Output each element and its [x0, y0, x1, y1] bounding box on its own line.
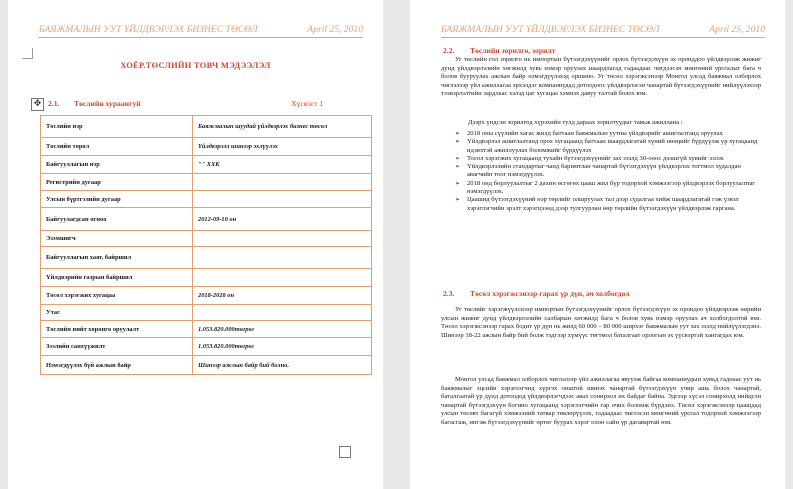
header-rule [441, 37, 765, 38]
row-value [193, 247, 372, 269]
row-label: Нэмэгдүүлэх бүй ажлын байр [41, 356, 193, 375]
document-page-left [8, 0, 383, 489]
row-value: Баяжмалын шуудай үйлдвэрлэх бизнес төсөл [193, 116, 372, 138]
table-row [41, 191, 372, 208]
list-item-text: Үйлдвэрлэлийн стандартыг чанд баримтлан чанартай бүтээгдэхүүн үйлдвэрлэх тогтмол худалдан авагчийн тоог нэмэгдүүлэх. [467, 163, 741, 179]
row-label: Улсын бүртгэлийн дугаар [41, 191, 193, 208]
arrow-bullet-icon: ➢ [455, 196, 461, 204]
list-item-text: Тосол хэрэгжих хугацаанд тухайн бүтээгдэхүүнийг зах зээлд 30-ооос дээшгүй хувийг эзлэх [467, 154, 724, 162]
objectives-list [455, 130, 761, 213]
section-number: 2.2. [443, 46, 455, 55]
table-row [41, 116, 372, 138]
row-label: Эзэмшигч [41, 231, 193, 247]
row-value [193, 174, 372, 191]
table-resize-handle[interactable] [339, 446, 351, 458]
table-row [41, 321, 372, 338]
list-item [455, 163, 761, 180]
table-row [41, 156, 372, 174]
list-item-text: Цаашид бүтээгдэхүүний нэр төрлийг олшруулах тал дээр судалгаа хийж шаардлагатай гэж үзвэл хэрэглэгчийн эрэлт хэрэгцээнд дээр тулгуурлан өөр төрлийн бүтээгдэхүүн үйлдвэрлэж гаргана. [467, 196, 739, 212]
row-label: Төслийн төрөл [41, 138, 193, 156]
project-summary-table [40, 115, 372, 375]
list-item-text: Үйлдвэрлэл ашиглалтанд орох хугацаанд баттаан шаардлагатай хүний нөөцийг бүрдүүлж ур хугацаанд идэвхтэй ажиллуулах боломжийг бүрдүүлэх [467, 138, 758, 154]
table-row [41, 247, 372, 269]
header-date: April 25, 2010 [307, 24, 363, 35]
table-row [41, 269, 372, 287]
row-value: 2012-09-10 он [193, 208, 372, 231]
arrow-bullet-icon: ➢ [455, 130, 461, 137]
row-value: 1.053.820.000төгрөг [193, 338, 372, 356]
arrow-bullet-icon: ➢ [455, 163, 461, 171]
row-label: Байгуулагдсан огноо [41, 208, 193, 231]
paragraph: Монгол улсад баяжмал олборлох чиглэлээр үйл ажиллагаа явуулж байгаа компаниудын хувьд гаднаас уут нь баяжмалыг эцсийн хэрэглэгчид хүргэх оншгой шинэх чанартай бүтээгдэхүүн учир ашь болох чанартай, баталгаатай үр дүнд дотоодод үйлдвэрлэгчдээс авах сонирхол их байдаг байна. Эдгээр хүсэл сонирхолд нийцсэн чанартай бүтээгдэхүүн богино хугацаанд хэрэглэгчийн гар очих боломж бүрдэнэ. Төсөл хэрэгжсэнээр цаашдад улсын төсөвт багагүй хэмжээний татвар төвлөрүүлэх, гадаадаас чиглэсэн мөнгөний урсгал тодорхой хэмжээгээр багасгаж, ингэж бүтээгдэхүүнийг өртөг буурах хэрэг олон сайн үр дагавартай юм. [441, 376, 761, 426]
row-value [193, 305, 372, 321]
table-move-handle-icon[interactable]: ✥ [31, 98, 44, 111]
row-label: Утас [41, 305, 193, 321]
row-label: Регистрийн дугаар [41, 174, 193, 191]
row-value [193, 191, 372, 208]
document-title: ХОЁР.ТӨСЛИЙН ТОВЧ МЭДЭЭЛЭЛ [120, 61, 271, 70]
paragraph: Дээрх үндсэн зорилгод хүрэхийн тулд дараах зорилтуудыг тавьж ажиллана : [468, 119, 683, 126]
arrow-bullet-icon: ➢ [455, 179, 461, 187]
table-caption: Хүснэгт 1 [291, 99, 324, 108]
section-title: Төслийн хураангуй [74, 99, 141, 108]
list-item-text: 2018 оны сүүлийн хагас жилд баттааи баяжмалын уутны үйлдвэрийг ашиглалтанд оруулах [467, 130, 723, 137]
page-header [39, 24, 363, 35]
list-item [455, 130, 761, 138]
header-title: БАЯЖМАЛЫН УУТ ҮЙЛДВЭРЛЭХ БИЗНЕС ТӨСӨЛ [39, 24, 258, 35]
list-item [455, 138, 761, 155]
row-label: Байгууллагын хаяг, байршил [41, 247, 193, 269]
row-label: Төслийн нийт хөрөнгө оруулалт [41, 321, 193, 338]
row-value [193, 231, 372, 247]
arrow-bullet-icon: ➢ [455, 154, 461, 162]
row-value: Үйлдвэрлэл шинээр эхлүүлэх [193, 138, 372, 156]
table-row [41, 338, 372, 356]
section-title: Төсөл хэрэгжсэнээр гарах үр дүн, ач холбогдол [470, 289, 630, 298]
row-label: Төслийн нэр [41, 116, 193, 138]
table-row [41, 174, 372, 191]
section-number: 2.1. [48, 99, 60, 108]
header-title: БАЯЖМАЛЫН УУТ ҮЙЛДВЭРЛЭХ БИЗНЕС ТӨСӨЛ [441, 24, 660, 35]
row-value: "" ХХК [193, 156, 372, 174]
section-title: Төслийн зорилго, зорилт [470, 46, 556, 55]
paragraph: Уг төслийг хэрэгжүүлснээр импортын бүтээгдэхүүнийг орлох бүтээгдэхүүн эх орондоо үйлдвэрлэж өөрийн улсын жижиг дунд үйлдвэрлэлийн салбарын хөгжилд бага ч болов хувь нэмэр оруулах ач холбогдолтой юм. Төсөл хэрэгжсэнээр гарах бодит үр дүн нь жилд 60 000 – 80 000 ширхэг баяжмалын уут зах зээлд нийлүүлэгдэнэ. Шинээр 18-22 ажлын байр бий болж тэдгээр хүмүүс төгтмол баталгаат орлогын эх үүсвэртэй хангагдах юм. [441, 306, 761, 339]
list-item [455, 155, 761, 163]
arrow-bullet-icon: ➢ [455, 138, 461, 146]
table-row [41, 208, 372, 231]
row-value: Шинээр ажлын байр бий болно. [193, 356, 372, 375]
table-row [41, 305, 372, 321]
row-value [193, 269, 372, 287]
row-label: Төсөл хэрэгжих хугацаа [41, 287, 193, 305]
table-row [41, 138, 372, 156]
header-date: April 25, 2010 [709, 24, 765, 35]
list-item [455, 180, 761, 197]
paragraph: Уг төслийн гол зорилго нь импортын бүтээгдэхүүнийг орлох бүтээгдэхүүн эх оронддоо үйлдвэрлэж жижиг дунд үйлдвэрлэлийн хөгжилд хувь нэмэр оруулах шаардлагад гадаадаас чигдээсэн мөнгөний урсгалыг бага ч болов бууруулах ажлын байр нэмэгдүүлэхэд оршино. Уг төсөл хэрэгжсэнээр Монгол улсад баяжмал олборлох чиглэлээр үйл ажиллагаа эрхэлдэг компаниудад дотоодоос үйлдвэрлэсэн чанартай бүтээгдэхүүнийг нийлүүлэхээр тээвэрлэлтийн зардлаас хэлэд цаг хугацаа хэмнэх давуу талтай болох юм. [441, 56, 761, 98]
row-value: 1.053.820.000төгрөг [193, 321, 372, 338]
page-header [441, 24, 765, 35]
crop-mark [22, 48, 33, 59]
section-number: 2.3. [443, 289, 455, 298]
table-row [41, 287, 372, 305]
list-item [455, 196, 761, 213]
row-label: Үйлдвэрийн газрын байршил [41, 269, 193, 287]
table-row [41, 356, 372, 375]
row-value: 2018-2028 он [193, 287, 372, 305]
row-label: Зээлийн санхүүжилт [41, 338, 193, 356]
document-page-right [410, 0, 785, 489]
row-label: Байгууллагын нэр [41, 156, 193, 174]
table-row [41, 231, 372, 247]
list-item-text: 2018 онд борлуулалтыг 2 дахин өсгөгөх цааш жил бүр тодорхой хэмжээгээр үйлдвэрлэх борлуулалтыг нэмэгдүүлэх. [467, 179, 755, 196]
header-rule [39, 37, 363, 38]
